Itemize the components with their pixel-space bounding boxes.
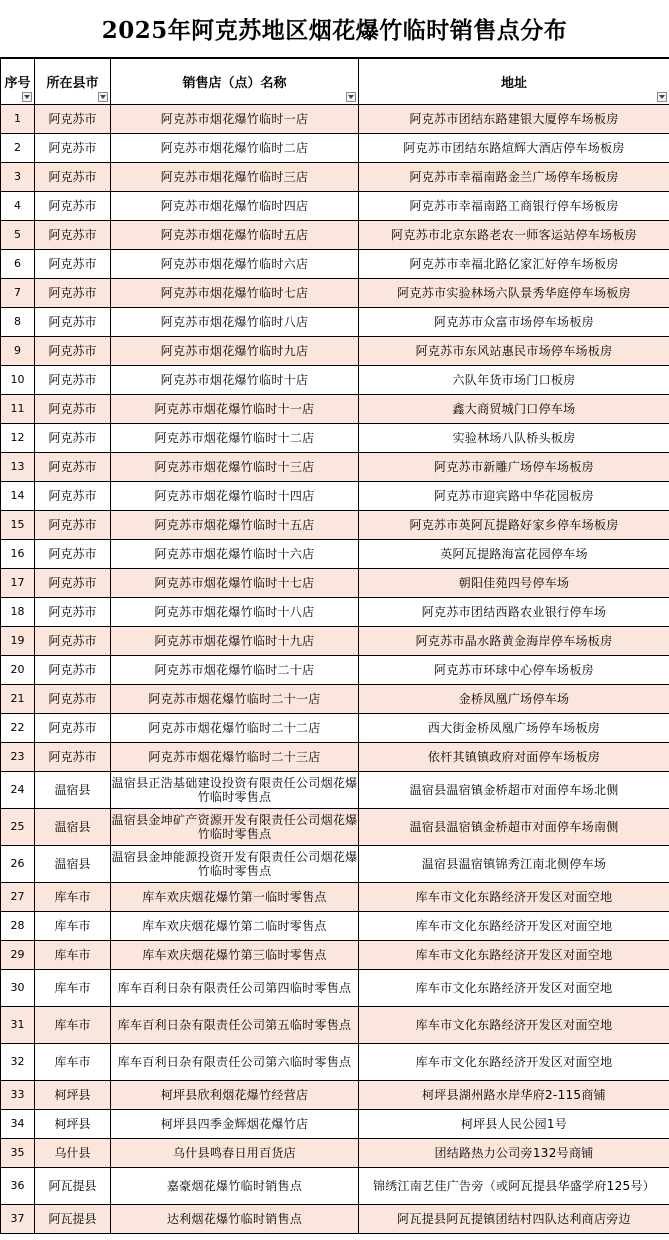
row-county-cell: 阿克苏市 [35,221,111,250]
row-address-cell: 阿克苏市新雕广场停车场板房 [359,453,669,482]
row-serial-cell: 5 [1,221,35,250]
row-address-cell: 英阿瓦提路海富花园停车场 [359,540,669,569]
table-row [1,846,669,883]
row-store-name-cell: 库车欢庆烟花爆竹第二临时零售点 [111,912,359,941]
row-serial-cell: 19 [1,627,35,656]
row-serial-cell: 33 [1,1081,35,1110]
row-county-cell: 阿克苏市 [35,163,111,192]
table-row [1,192,669,221]
row-county-cell: 阿克苏市 [35,105,111,134]
row-serial-cell: 7 [1,279,35,308]
table-row [1,1205,669,1234]
row-county-cell: 阿克苏市 [35,569,111,598]
table-row [1,250,669,279]
row-county-cell: 阿克苏市 [35,424,111,453]
row-store-name-cell: 阿克苏市烟花爆竹临时十三店 [111,453,359,482]
table-row [1,627,669,656]
table-row [1,1044,669,1081]
row-address-cell: 阿克苏市团结东路煊辉大酒店停车场板房 [359,134,669,163]
row-address-cell: 阿克苏市环球中心停车场板房 [359,656,669,685]
row-serial-cell: 20 [1,656,35,685]
table-row [1,163,669,192]
row-serial-cell: 1 [1,105,35,134]
row-serial-cell: 6 [1,250,35,279]
row-serial-cell: 30 [1,970,35,1007]
header-store-name-label: 销售店（点）名称 [182,76,287,91]
row-serial-cell: 34 [1,1110,35,1139]
row-serial-cell: 3 [1,163,35,192]
row-address-cell: 阿克苏市团结西路农业银行停车场 [359,598,669,627]
row-county-cell: 阿克苏市 [35,714,111,743]
row-county-cell: 温宿县 [35,846,111,883]
header-store-name [111,59,359,105]
table-row [1,743,669,772]
table-row [1,279,669,308]
header-row [1,59,669,105]
row-serial-cell: 15 [1,511,35,540]
row-serial-cell: 10 [1,366,35,395]
table-row [1,511,669,540]
row-store-name-cell: 温宿县金坤矿产资源开发有限责任公司烟花爆竹临时零售点 [111,809,359,846]
row-county-cell: 库车市 [35,1007,111,1044]
row-county-cell: 阿克苏市 [35,685,111,714]
table-row [1,134,669,163]
row-store-name-cell: 阿克苏市烟花爆竹临时九店 [111,337,359,366]
row-store-name-cell: 阿克苏市烟花爆竹临时四店 [111,192,359,221]
row-county-cell: 阿克苏市 [35,656,111,685]
table-row [1,809,669,846]
row-address-cell: 阿克苏市东风站惠民市场停车场板房 [359,337,669,366]
row-store-name-cell: 阿克苏市烟花爆竹临时七店 [111,279,359,308]
row-serial-cell: 4 [1,192,35,221]
row-county-cell: 阿克苏市 [35,279,111,308]
row-store-name-cell: 阿克苏市烟花爆竹临时十七店 [111,569,359,598]
header-address-label: 地址 [500,76,527,91]
store-table [0,58,669,1234]
row-county-cell: 阿克苏市 [35,598,111,627]
row-serial-cell: 9 [1,337,35,366]
row-county-cell: 阿克苏市 [35,250,111,279]
table-row [1,912,669,941]
table-row [1,1007,669,1044]
row-serial-cell: 36 [1,1168,35,1205]
row-address-cell: 库车市文化东路经济开发区对面空地 [359,883,669,912]
row-store-name-cell: 库车百利日杂有限责任公司第四临时零售点 [111,970,359,1007]
row-store-name-cell: 阿克苏市烟花爆竹临时十二店 [111,424,359,453]
table-row [1,1168,669,1205]
row-serial-cell: 32 [1,1044,35,1081]
row-county-cell: 阿克苏市 [35,308,111,337]
row-serial-cell: 2 [1,134,35,163]
row-county-cell: 阿克苏市 [35,395,111,424]
row-county-cell: 阿克苏市 [35,337,111,366]
row-county-cell: 库车市 [35,941,111,970]
row-store-name-cell: 阿克苏市烟花爆竹临时十六店 [111,540,359,569]
row-address-cell: 阿克苏市英阿瓦提路好家乡停车场板房 [359,511,669,540]
table-row [1,883,669,912]
table-row [1,395,669,424]
row-serial-cell: 13 [1,453,35,482]
row-serial-cell: 21 [1,685,35,714]
row-county-cell: 阿克苏市 [35,453,111,482]
table-row [1,453,669,482]
row-store-name-cell: 库车欢庆烟花爆竹第三临时零售点 [111,941,359,970]
row-store-name-cell: 阿克苏市烟花爆竹临时二十店 [111,656,359,685]
row-county-cell: 阿克苏市 [35,192,111,221]
table-row [1,1081,669,1110]
row-address-cell: 温宿县温宿镇金桥超市对面停车场南侧 [359,809,669,846]
row-store-name-cell: 阿克苏市烟花爆竹临时十四店 [111,482,359,511]
row-store-name-cell: 柯坪县欣利烟花爆竹经营店 [111,1081,359,1110]
row-address-cell: 温宿县温宿镇金桥超市对面停车场北侧 [359,772,669,809]
row-county-cell: 阿克苏市 [35,482,111,511]
row-address-cell: 阿克苏市众富市场停车场板房 [359,308,669,337]
header-serial-label: 序号 [4,76,31,91]
row-address-cell: 依杆其镇镇政府对面停车场板房 [359,743,669,772]
row-serial-cell: 8 [1,308,35,337]
row-county-cell: 库车市 [35,883,111,912]
row-address-cell: 阿克苏市幸福北路亿家汇好停车场板房 [359,250,669,279]
row-address-cell: 柯坪县人民公园1号 [359,1110,669,1139]
row-serial-cell: 37 [1,1205,35,1234]
table-row [1,714,669,743]
row-store-name-cell: 阿克苏市烟花爆竹临时二十三店 [111,743,359,772]
row-county-cell: 库车市 [35,1044,111,1081]
row-county-cell: 温宿县 [35,772,111,809]
table-row [1,221,669,250]
row-address-cell: 库车市文化东路经济开发区对面空地 [359,1007,669,1044]
row-serial-cell: 24 [1,772,35,809]
table-row [1,772,669,809]
row-store-name-cell: 库车百利日杂有限责任公司第六临时零售点 [111,1044,359,1081]
table-row [1,941,669,970]
row-serial-cell: 12 [1,424,35,453]
row-serial-cell: 18 [1,598,35,627]
row-address-cell: 朝阳佳苑四号停车场 [359,569,669,598]
table-row [1,685,669,714]
row-serial-cell: 29 [1,941,35,970]
row-store-name-cell: 阿克苏市烟花爆竹临时十八店 [111,598,359,627]
row-store-name-cell: 温宿县正浩基础建设投资有限责任公司烟花爆竹临时零售点 [111,772,359,809]
table-row [1,337,669,366]
row-store-name-cell: 阿克苏市烟花爆竹临时六店 [111,250,359,279]
table-row [1,105,669,134]
row-county-cell: 乌什县 [35,1139,111,1168]
row-serial-cell: 23 [1,743,35,772]
row-address-cell: 阿克苏市幸福南路金兰广场停车场板房 [359,163,669,192]
row-address-cell: 阿克苏市迎宾路中华花园板房 [359,482,669,511]
table-row [1,1139,669,1168]
header-serial [1,59,35,105]
row-store-name-cell: 阿克苏市烟花爆竹临时十九店 [111,627,359,656]
row-county-cell: 阿克苏市 [35,366,111,395]
row-county-cell: 柯坪县 [35,1081,111,1110]
filter-dropdown-icon[interactable] [22,92,32,102]
row-address-cell: 阿克苏市晶水路黄金海岸停车场板房 [359,627,669,656]
row-serial-cell: 27 [1,883,35,912]
row-store-name-cell: 阿克苏市烟花爆竹临时二十一店 [111,685,359,714]
row-address-cell: 鑫大商贸城门口停车场 [359,395,669,424]
row-county-cell: 阿克苏市 [35,134,111,163]
header-county-label: 所在县市 [46,76,99,91]
row-county-cell: 阿克苏市 [35,743,111,772]
row-county-cell: 温宿县 [35,809,111,846]
row-serial-cell: 35 [1,1139,35,1168]
row-serial-cell: 31 [1,1007,35,1044]
header-address [359,59,669,105]
table-row [1,656,669,685]
row-address-cell: 锦绣江南艺佳广告旁（或阿瓦提县华盛学府125号） [359,1168,669,1205]
document-title: 2025年阿克苏地区烟花爆竹临时销售点分布 [0,0,669,58]
row-store-name-cell: 阿克苏市烟花爆竹临时二店 [111,134,359,163]
row-county-cell: 阿瓦提县 [35,1168,111,1205]
row-address-cell: 阿克苏市北京东路老农一师客运站停车场板房 [359,221,669,250]
row-store-name-cell: 阿克苏市烟花爆竹临时五店 [111,221,359,250]
row-county-cell: 库车市 [35,970,111,1007]
filter-dropdown-icon[interactable] [657,92,667,102]
row-address-cell: 温宿县温宿镇锦秀江南北侧停车场 [359,846,669,883]
row-county-cell: 阿瓦提县 [35,1205,111,1234]
table-row [1,366,669,395]
row-county-cell: 柯坪县 [35,1110,111,1139]
table-row [1,569,669,598]
row-address-cell: 阿克苏市团结东路建银大厦停车场板房 [359,105,669,134]
row-county-cell: 阿克苏市 [35,511,111,540]
table-row [1,482,669,511]
row-address-cell: 库车市文化东路经济开发区对面空地 [359,941,669,970]
row-store-name-cell: 乌什县鸣春日用百货店 [111,1139,359,1168]
row-store-name-cell: 阿克苏市烟花爆竹临时一店 [111,105,359,134]
row-serial-cell: 17 [1,569,35,598]
row-store-name-cell: 温宿县金坤能源投资开发有限责任公司烟花爆竹临时零售点 [111,846,359,883]
row-address-cell: 团结路热力公司旁132号商铺 [359,1139,669,1168]
row-address-cell: 库车市文化东路经济开发区对面空地 [359,1044,669,1081]
row-county-cell: 库车市 [35,912,111,941]
row-store-name-cell: 达利烟花爆竹临时销售点 [111,1205,359,1234]
row-serial-cell: 14 [1,482,35,511]
table-row [1,424,669,453]
filter-dropdown-icon[interactable] [98,92,108,102]
row-address-cell: 库车市文化东路经济开发区对面空地 [359,912,669,941]
row-serial-cell: 22 [1,714,35,743]
row-serial-cell: 25 [1,809,35,846]
row-address-cell: 阿克苏市实验林场六队景秀华庭停车场板房 [359,279,669,308]
row-address-cell: 金桥凤凰广场停车场 [359,685,669,714]
row-store-name-cell: 嘉豪烟花爆竹临时销售点 [111,1168,359,1205]
row-store-name-cell: 库车百利日杂有限责任公司第五临时零售点 [111,1007,359,1044]
row-store-name-cell: 阿克苏市烟花爆竹临时十五店 [111,511,359,540]
row-address-cell: 柯坪县湖州路水岸华府2-115商铺 [359,1081,669,1110]
row-serial-cell: 16 [1,540,35,569]
row-store-name-cell: 阿克苏市烟花爆竹临时八店 [111,308,359,337]
row-store-name-cell: 阿克苏市烟花爆竹临时三店 [111,163,359,192]
header-county [35,59,111,105]
row-address-cell: 西大街金桥凤凰广场停车场板房 [359,714,669,743]
table-row [1,598,669,627]
row-address-cell: 阿瓦提县阿瓦提镇团结村四队达利商店旁边 [359,1205,669,1234]
filter-dropdown-icon[interactable] [346,92,356,102]
table-row [1,308,669,337]
table-row [1,970,669,1007]
table-row [1,1110,669,1139]
table-row [1,540,669,569]
row-address-cell: 库车市文化东路经济开发区对面空地 [359,970,669,1007]
row-county-cell: 阿克苏市 [35,627,111,656]
row-address-cell: 阿克苏市幸福南路工商银行停车场板房 [359,192,669,221]
row-serial-cell: 26 [1,846,35,883]
row-store-name-cell: 阿克苏市烟花爆竹临时十店 [111,366,359,395]
row-serial-cell: 28 [1,912,35,941]
row-store-name-cell: 柯坪县四季金辉烟花爆竹店 [111,1110,359,1139]
row-store-name-cell: 库车欢庆烟花爆竹第一临时零售点 [111,883,359,912]
row-county-cell: 阿克苏市 [35,540,111,569]
row-address-cell: 六队年货市场门口板房 [359,366,669,395]
row-store-name-cell: 阿克苏市烟花爆竹临时十一店 [111,395,359,424]
row-store-name-cell: 阿克苏市烟花爆竹临时二十二店 [111,714,359,743]
row-address-cell: 实验林场八队桥头板房 [359,424,669,453]
row-serial-cell: 11 [1,395,35,424]
